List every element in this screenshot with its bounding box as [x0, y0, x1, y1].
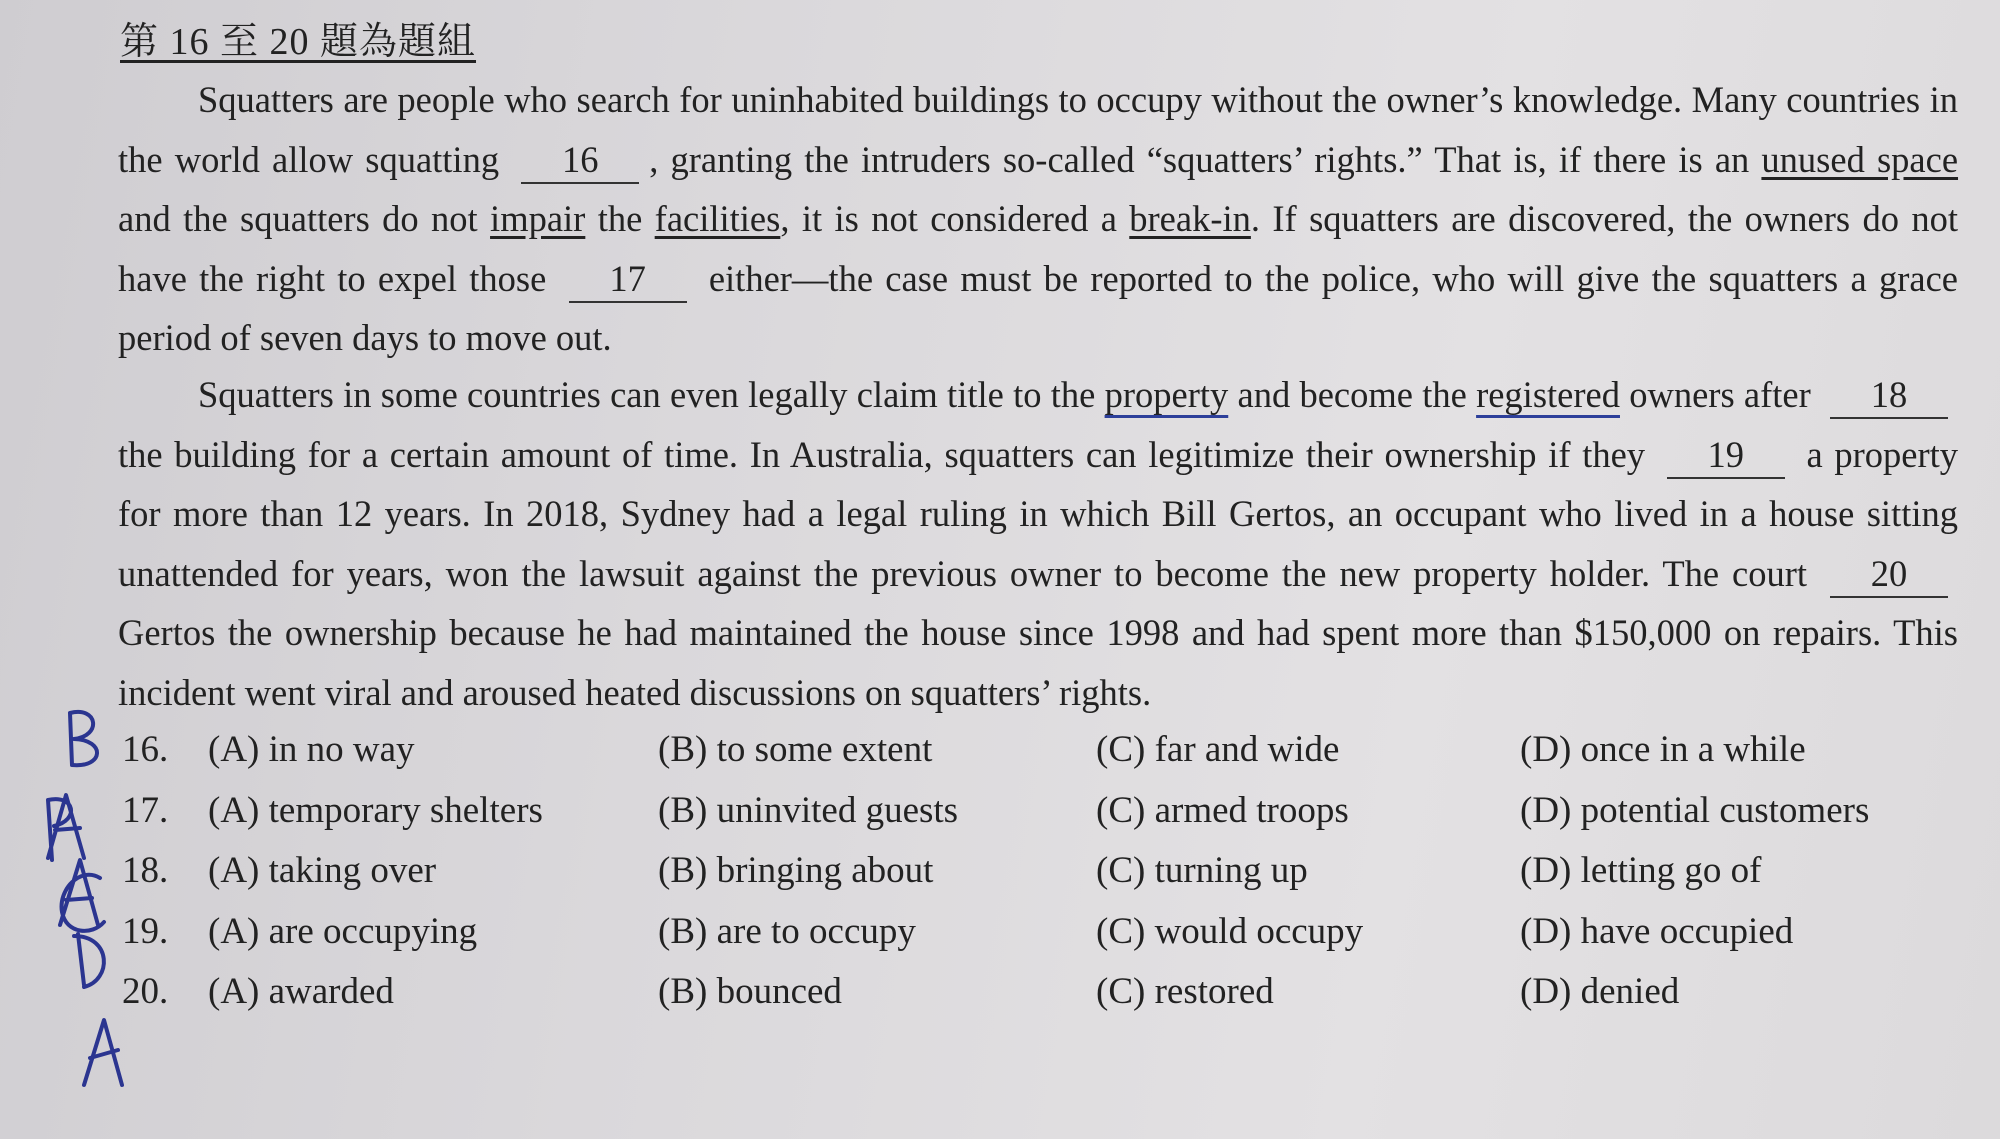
underlined-impair: impair — [490, 198, 586, 239]
option-d: (D) once in a while — [1520, 729, 1806, 770]
handwritten-mark-20 — [84, 1020, 122, 1085]
question-number: 19. — [122, 910, 169, 952]
option-c: (C) armed troops — [1096, 789, 1349, 831]
paragraph-2: Squatters in some countries can even legally claim title to the property and become the registered owners after 18 the building for a certain amount of time. In Australia, squatters can legitimize their ownership if they 19 a property for more than 12 years. In 2018, Sydney had a legal ruling in which Bill Gertos, an occupant who lived in a house sitting unattended for years, won the lawsuit against the previous owner to become the new property holder. The court 20 Gertos the ownership because he had maintained the house since 1998 and had spent more than $150,000 on repairs. This incident went viral and aroused heated discussions on squatters’ rights. — [118, 374, 1959, 713]
question-number: 17. — [122, 789, 169, 831]
blank-19: 19 — [1667, 433, 1785, 479]
option-c: (C) would occupy — [1096, 910, 1364, 952]
section-header: 第 16 至 20 題為題組 — [120, 21, 477, 63]
paragraph-1: Squatters are people who search for uninhabited buildings to occupy without the owner’s knowledge. Many countries in the world allow squatting 16 , granting the intruders so-called “squatters’ rights.” That is, if there is an unused space and the squatters do not impair the facilities, it is not considered a break-in. If squatters are discovered, the owners do not have the right to expel those 17 either—the case must be reported to the police, who will give the squatters a grace period of seven days to move out. — [118, 79, 1959, 358]
underlined-property: property — [1104, 374, 1229, 415]
blank-17: 17 — [569, 257, 687, 303]
question-number: 18. — [122, 850, 169, 891]
option-c: (C) far and wide — [1096, 729, 1340, 770]
blank-18: 18 — [1830, 373, 1948, 419]
blank-16: 16 — [521, 138, 639, 184]
option-b: (B) to some extent — [658, 729, 933, 770]
question-number: 16. — [122, 729, 169, 770]
option-d: (D) have occupied — [1520, 910, 1794, 952]
underlined-break-in: break-in — [1129, 198, 1251, 239]
underlined-registered: registered — [1476, 374, 1620, 415]
option-a: (A) are occupying — [208, 910, 478, 952]
option-a: (A) temporary shelters — [208, 789, 543, 831]
underlined-unused-space: unused space — [1761, 138, 1959, 180]
option-c: (C) turning up — [1096, 850, 1308, 891]
blank-20: 20 — [1830, 552, 1948, 598]
handwritten-mark-17 — [48, 795, 84, 860]
question-number: 20. — [122, 971, 169, 1012]
option-d: (D) denied — [1520, 971, 1680, 1012]
option-b: (B) bringing about — [658, 850, 934, 891]
handwritten-mark-18 — [60, 860, 104, 931]
option-b: (B) bounced — [658, 971, 842, 1012]
underlined-facilities: facilities — [654, 198, 781, 239]
handwritten-mark-16 — [70, 712, 97, 765]
option-a: (A) awarded — [208, 971, 394, 1012]
option-d: (D) letting go of — [1520, 850, 1762, 891]
option-b: (B) are to occupy — [658, 910, 916, 952]
option-a: (A) taking over — [208, 850, 437, 891]
option-d: (D) potential customers — [1520, 789, 1870, 831]
option-a: (A) in no way — [208, 729, 415, 770]
handwritten-mark-19 — [74, 934, 104, 987]
option-c: (C) restored — [1096, 971, 1274, 1012]
option-b: (B) uninvited guests — [658, 789, 959, 831]
